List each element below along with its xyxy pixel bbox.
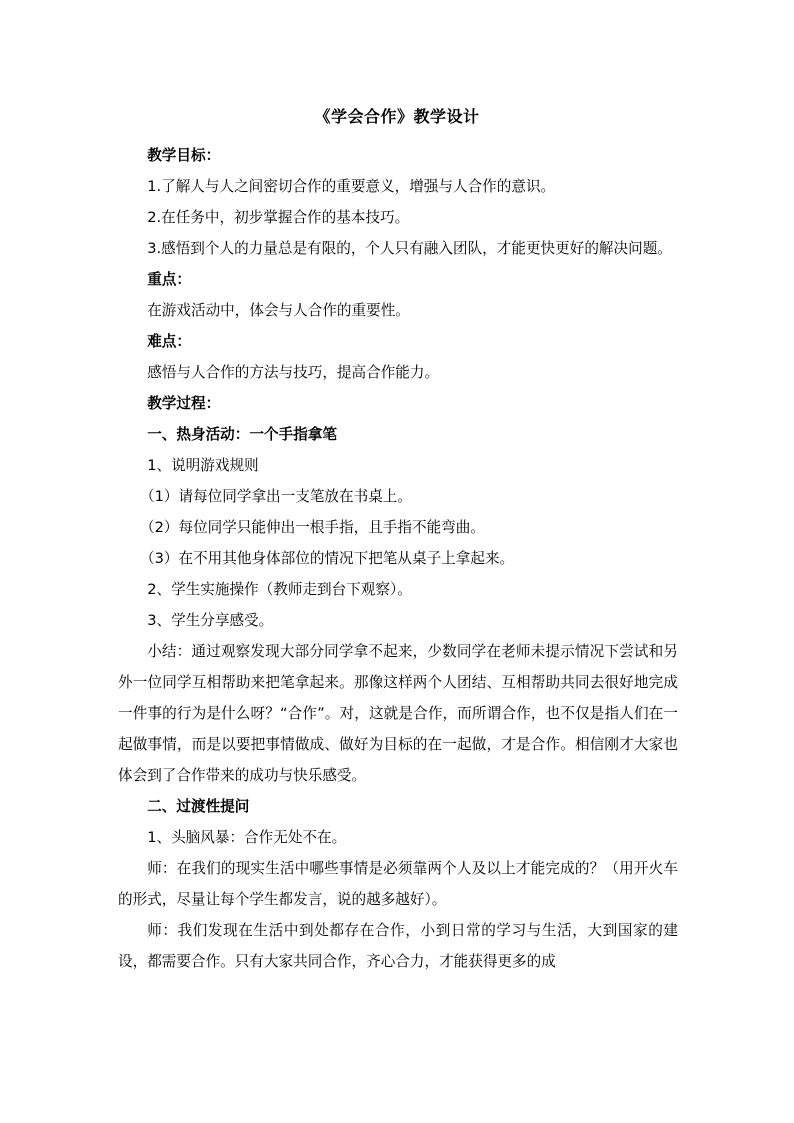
list-item: 3、学生分享感受。	[147, 612, 274, 629]
document-title: 《学会合作》教学设计	[314, 107, 480, 126]
list-item: 1、说明游戏规则	[147, 457, 259, 474]
section-heading-process: 教学过程：	[147, 395, 221, 412]
objective-item-1: 1.了解人与人之间密切合作的重要意义，增强与人合作的意识。	[147, 178, 556, 195]
subsection-heading-warmup: 一、热身活动：一个手指拿笔	[147, 426, 337, 443]
section-heading-difficulties: 难点：	[147, 333, 191, 350]
document-body	[118, 140, 678, 977]
difficulty-text: 感悟与人合作的方法与技巧，提高合作能力。	[147, 364, 440, 381]
key-point-text: 在游戏活动中，体会与人合作的重要性。	[147, 302, 410, 319]
rule-item-2: （2）每位同学只能伸出一根手指，且手指不能弯曲。	[140, 519, 485, 536]
objective-item-2: 2.在任务中，初步掌握合作的基本技巧。	[147, 209, 410, 226]
list-item: 1、头脑风暴：合作无处不在。	[147, 829, 347, 846]
rule-item-3: （3）在不用其他身体部位的情况下把笔从桌子上拿起来。	[140, 550, 515, 567]
teacher-paragraph: 师：在我们的现实生活中哪些事情是必须靠两个人及以上才能完成的？（用开火车的形式，尽量让每个学生都发言，说的越多越好）。	[118, 860, 678, 908]
objective-item-3: 3.感悟到个人的力量总是有限的，个人只有融入团队，才能更快更好的解决问题。	[147, 240, 672, 257]
rule-item-1: （1）请每位同学拿出一支笔放在书桌上。	[140, 488, 412, 505]
summary-paragraph: 小结：通过观察发现大部分同学拿不起来，少数同学在老师未提示情况下尝试和另外一位同学互相帮助来把笔拿起来。那像这样两个人团结、互相帮助共同去很好地完成一件事的行为是什么呀？“合作”。对，这就是合作，而所谓合作，也不仅是指人们在一起做事情，而是以要把事情做成、做好为目标的在一起做，才是合作。相信刚才大家也体会到了合作带来的成功与快乐感受。	[118, 643, 678, 784]
list-item: 2、学生实施操作（教师走到台下观察）。	[147, 581, 412, 598]
subsection-heading-transition: 二、过渡性提问	[147, 798, 250, 815]
teacher-paragraph: 师：我们发现在生活中到处都存在合作，小到日常的学习与生活，大到国家的建设，都需要合作。只有大家共同合作，齐心合力，才能获得更多的成	[118, 922, 678, 970]
section-heading-key-points: 重点：	[147, 271, 191, 288]
section-heading-objectives: 教学目标：	[147, 147, 221, 164]
